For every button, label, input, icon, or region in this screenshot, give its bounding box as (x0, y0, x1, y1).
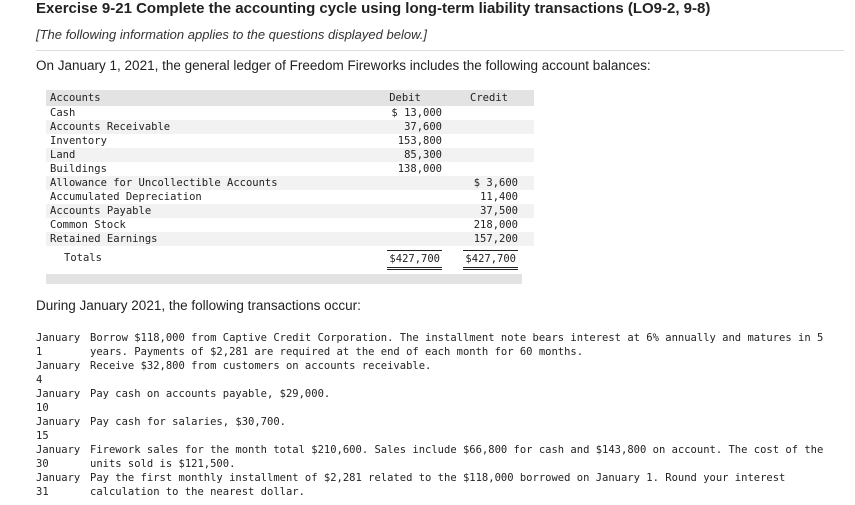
debit-value: 37,600 (366, 120, 444, 134)
credit-value: 37,500 (444, 204, 534, 218)
transaction-date: January 1 (36, 332, 81, 358)
table-row (46, 204, 534, 218)
credit-value: $ 3,600 (444, 176, 534, 190)
list-item (36, 387, 826, 414)
table-row (46, 148, 534, 162)
credit-value (444, 106, 534, 120)
list-item (36, 471, 826, 499)
transaction-text: Pay cash for salaries, $30,700. (90, 416, 286, 428)
table-footer-bar (46, 274, 522, 284)
debit-value: 153,800 (397, 135, 442, 147)
table-row (46, 190, 534, 204)
debit-value: 85,300 (366, 148, 444, 162)
account-name: Accounts Receivable (46, 120, 366, 134)
ledger-header-row (46, 90, 534, 106)
transaction-text: Receive $32,800 from customers on accounts receivable. (90, 360, 432, 372)
transaction-text: Firework sales for the month total $210,600. Sales include $66,800 for cash and $143,800 on account. The cost of the units sold is $121,500. (90, 444, 824, 470)
account-name: Land (46, 148, 366, 162)
debit-value (366, 176, 444, 190)
account-name: Buildings (50, 163, 107, 175)
account-name: Cash (50, 107, 76, 119)
table-row (46, 176, 534, 190)
table-row (46, 232, 534, 246)
debit-value (366, 190, 444, 204)
transaction-date: January 15 (36, 416, 81, 442)
debit-header: Debit (366, 90, 444, 106)
table-row (46, 134, 534, 148)
account-name: Common Stock (50, 219, 126, 231)
transaction-date: January 31 (36, 472, 81, 498)
totals-label: Totals (64, 252, 102, 264)
account-name: Allowance for Uncollectible Accounts (46, 176, 366, 190)
table-row (46, 106, 534, 120)
account-name: Accounts Payable (46, 204, 366, 218)
debit-value (366, 232, 444, 246)
transaction-date: January 10 (36, 388, 81, 414)
table-row (46, 120, 534, 134)
debit-value (366, 218, 444, 232)
transaction-date: January 30 (36, 444, 81, 470)
credit-total: $427,700 (463, 250, 518, 270)
intro-text: On January 1, 2021, the general ledger of Freedom Fireworks includes the following account balances: (36, 58, 651, 73)
account-name: Inventory (50, 135, 107, 147)
transaction-text: Borrow $118,000 from Captive Credit Corporation. The installment note bears interest at 6% annually and matures in 5 years. Payments of $2,281 are required at the end of each month for 60 months. (90, 332, 824, 358)
credit-value (444, 162, 534, 176)
list-item (36, 359, 826, 386)
credit-value (444, 120, 534, 134)
totals-row (46, 246, 534, 270)
transactions-heading: During January 2021, the following transactions occur: (36, 298, 361, 313)
ledger-table (46, 90, 534, 270)
debit-value: 138,000 (397, 163, 442, 175)
accounts-header: Accounts (46, 90, 366, 106)
exercise-title: Exercise 9-21 Complete the accounting cycle using long-term liability transactions (LO9-2, 9-8) (36, 0, 711, 17)
credit-value: 157,200 (444, 232, 534, 246)
list-item (36, 331, 826, 359)
account-name: Retained Earnings (46, 232, 366, 246)
credit-header: Credit (444, 90, 534, 106)
table-row (46, 162, 534, 176)
debit-value (366, 204, 444, 218)
account-name: Accumulated Depreciation (50, 191, 202, 203)
transaction-text: Pay cash on accounts payable, $29,000. (90, 388, 331, 400)
credit-value: 218,000 (473, 219, 518, 231)
transactions-list (36, 331, 826, 499)
credit-value (444, 148, 534, 162)
credit-value: 11,400 (480, 191, 518, 203)
table-row (46, 218, 534, 232)
credit-value (444, 134, 534, 148)
list-item (36, 443, 826, 471)
transaction-text: Pay the first monthly installment of $2,281 related to the $118,000 borrowed on January 1. Round your interest calculation to the nearest dollar. (90, 472, 786, 498)
debit-total: $427,700 (387, 250, 442, 270)
info-note: [The following information applies to the questions displayed below.] (36, 27, 427, 42)
list-item (36, 415, 826, 442)
transaction-date: January 4 (36, 360, 81, 386)
divider (36, 50, 844, 51)
debit-value: $ 13,000 (391, 107, 442, 119)
